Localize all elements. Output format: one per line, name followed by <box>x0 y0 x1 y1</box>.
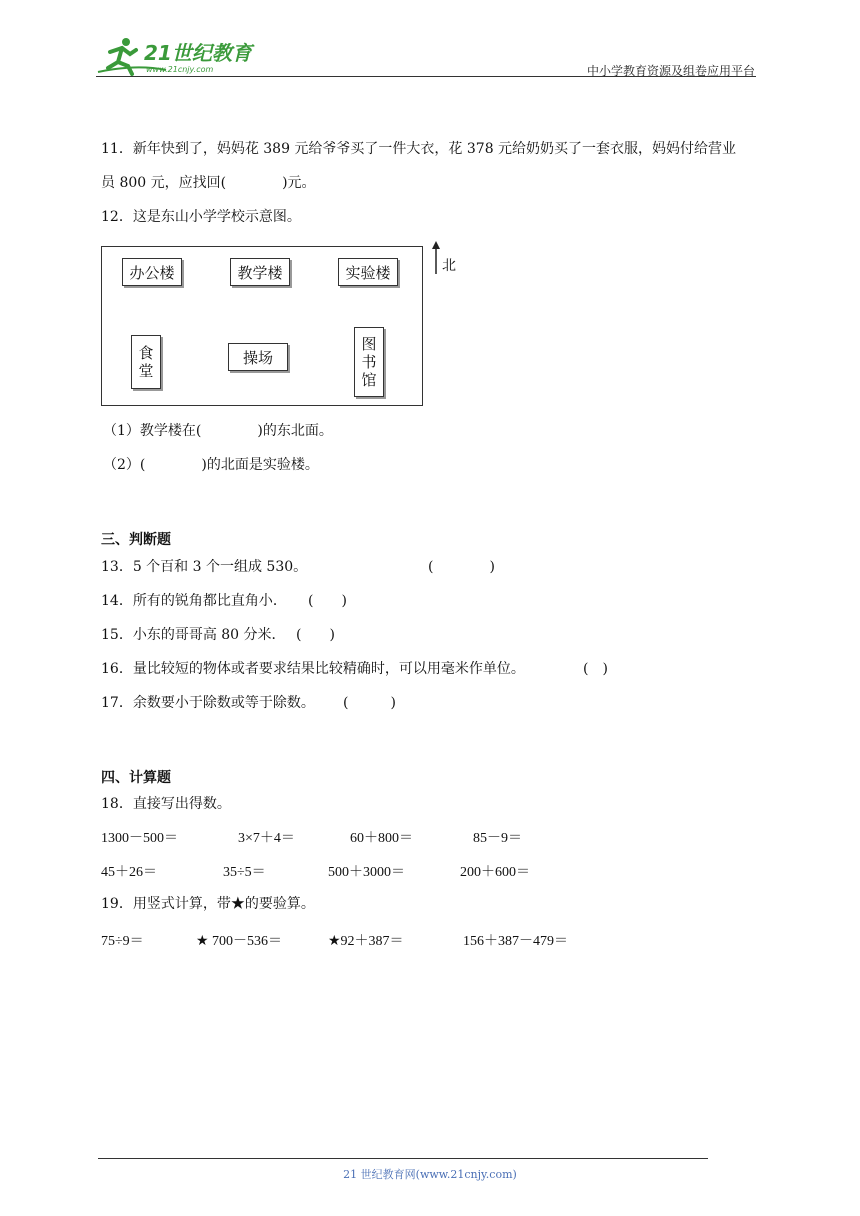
q19-expr-4: 156＋387－479＝ <box>463 934 568 949</box>
q16-answer-paren: ( ) <box>583 661 608 677</box>
q18-expr-7: 500＋3000＝ <box>328 865 405 880</box>
canteen-char-2: 堂 <box>138 362 154 380</box>
q18-title: 18．直接写出得数。 <box>101 796 231 812</box>
q11-line2: 员 800 元，应找回( )元。 <box>101 175 316 191</box>
q14-answer-paren: ( ) <box>308 593 347 609</box>
building-office: 办公楼 <box>122 258 182 286</box>
q18-expr-3: 60＋800＝ <box>350 831 413 846</box>
north-indicator <box>430 240 460 276</box>
library-char-3: 馆 <box>361 371 377 389</box>
q18-expr-2: 3×7＋4＝ <box>238 831 295 846</box>
q12-sub2: （2）( )的北面是实验楼。 <box>103 457 319 473</box>
footer-divider <box>98 1158 708 1159</box>
q18-expr-1: 1300－500＝ <box>101 831 178 846</box>
library-char-1: 图 <box>361 335 377 353</box>
building-canteen <box>131 335 161 389</box>
q19-title: 19．用竖式计算，带★的要验算。 <box>101 896 315 912</box>
q19-expr-3: ★92＋387＝ <box>328 934 404 949</box>
q19-expr-2: ★ 700－536＝ <box>196 934 283 949</box>
q12-title: 12．这是东山小学学校示意图。 <box>101 209 301 225</box>
q13-text: 13．5 个百和 3 个一组成 530。 <box>101 559 308 575</box>
q11-line1: 11．新年快到了，妈妈花 389 元给爷爷买了一件大衣，花 378 元给奶奶买了一套衣服，妈妈付给营业 <box>101 141 737 157</box>
building-library <box>354 327 384 397</box>
q15-answer-paren: ( ) <box>296 627 335 643</box>
site-logo <box>96 34 256 76</box>
q18-expr-6: 35÷5＝ <box>223 865 266 880</box>
q12-sub1: （1）教学楼在( )的东北面。 <box>103 423 333 439</box>
q17-answer-paren: ( ) <box>343 695 396 711</box>
section3-title: 三、判断题 <box>101 532 171 548</box>
q13-answer-paren: ( ) <box>428 559 495 575</box>
header-divider <box>96 76 756 77</box>
building-lab: 实验楼 <box>338 258 398 286</box>
q18-expr-5: 45＋26＝ <box>101 865 157 880</box>
runner-logo-icon <box>96 34 256 76</box>
q17-text: 17．余数要小于除数或等于除数。 <box>101 695 315 711</box>
school-map <box>101 246 423 406</box>
section4-title: 四、计算题 <box>101 770 171 786</box>
q19-expr-1: 75÷9＝ <box>101 934 144 949</box>
q18-expr-8: 200＋600＝ <box>460 865 530 880</box>
footer-text: 21 世纪教育网(www.21cnjy.com) <box>343 1168 517 1181</box>
canteen-char-1: 食 <box>138 344 154 362</box>
logo-url: www.21cnjy.com <box>146 65 214 74</box>
q15-text: 15．小东的哥哥高 80 分米． <box>101 627 286 643</box>
logo-text: 21世纪教育 <box>144 41 252 65</box>
platform-name: 中小学教育资源及组卷应用平台 <box>586 64 755 78</box>
building-teaching: 教学楼 <box>230 258 290 286</box>
library-char-2: 书 <box>361 353 377 371</box>
q18-expr-4: 85－9＝ <box>473 831 522 846</box>
q16-text: 16．量比较短的物体或者要求结果比较精确时，可以用毫米作单位。 <box>101 661 525 677</box>
north-label: 北 <box>442 258 456 274</box>
building-playground: 操场 <box>228 343 288 371</box>
q14-text: 14．所有的锐角都比直角小． <box>101 593 287 609</box>
